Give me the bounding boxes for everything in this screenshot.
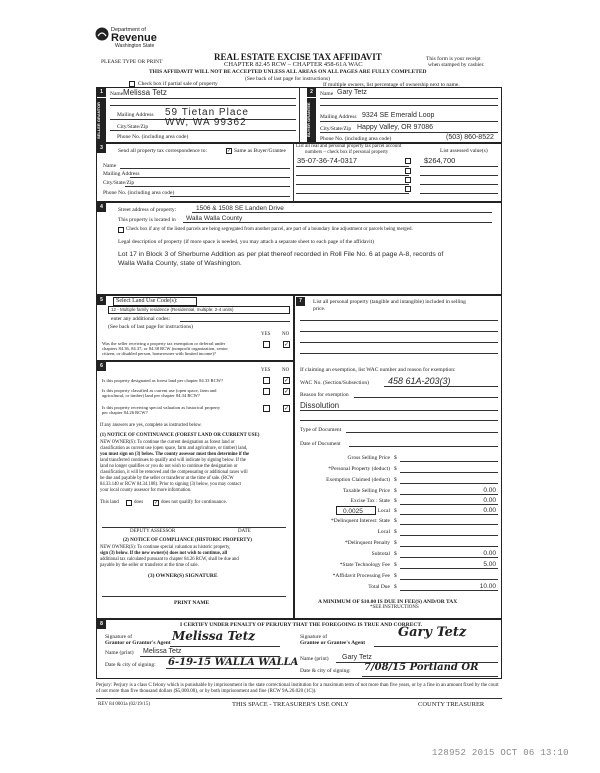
historic-line-4: payable by the seller or transferor at the time of sale.	[100, 563, 199, 568]
buyer-city-label: City/State/Zip	[320, 126, 352, 132]
s5-question-line-2: chapters 84.36, 84.37, or 84.38 RCW (nonprofit organization, senior	[102, 346, 228, 351]
grantor-sig-label-2: Grantor or Grantor's Agent	[105, 640, 171, 646]
personal-dollar: $	[394, 466, 397, 472]
tech-fee-label: *State Technology Fee	[339, 562, 390, 568]
grantor-date-city-label: Date & city of signing:	[105, 662, 156, 668]
doc-type-label: Type of Document	[300, 427, 342, 433]
section-1-number: 1	[97, 88, 106, 97]
receipt-note-2: when stamped by cashier.	[428, 62, 485, 68]
parcel-3-personal-checkbox[interactable]	[405, 177, 411, 183]
section-6-number: 6	[97, 362, 106, 371]
local-label: Local	[377, 508, 390, 514]
buyer-name-label: Name	[320, 91, 334, 97]
current-use-no-checkbox[interactable]: ✓	[284, 388, 290, 395]
grantee-printed-name[interactable]: Gary Tetz	[342, 654, 372, 661]
s5-yes-checkbox[interactable]	[263, 341, 270, 348]
historic-question-1: Is this property receiving special valuation as historical property	[102, 405, 221, 410]
s5-see-back: (See back of last page for instructions)	[108, 324, 193, 330]
historic-line-2: sign (3) below. If the new owner(s) does not wish to continue, all	[100, 551, 228, 556]
county-treasurer-label: COUNTY TREASURER	[418, 701, 485, 708]
local-rate: 0.0025	[343, 508, 363, 515]
s5-yes-header: YES	[261, 332, 271, 337]
continuance-line-3: you must sign on (3) below. The county assessor must then determine if the	[100, 452, 250, 457]
seller-mail[interactable]: 59 Tietan Place	[165, 107, 249, 118]
same-as-buyer-checkbox[interactable]: ✓	[227, 148, 232, 154]
s3-mail-label: Mailing Address	[103, 171, 140, 177]
seller-mail-label: Mailing Address	[117, 112, 154, 118]
grantee-sig-label-2: Grantee or Grantee's Agent	[300, 640, 366, 646]
forest-yes-checkbox[interactable]	[263, 377, 270, 384]
land-use-select-label: Select Land Use Code(s):	[113, 297, 197, 306]
subtotal-value[interactable]: 0.00	[483, 550, 496, 557]
see-back-note: (See back of last page for instructions)	[245, 76, 330, 82]
form-chapter: CHAPTER 82.45 RCW – CHAPTER 458-61A WAC	[224, 61, 363, 68]
this-land-label: This land	[100, 500, 119, 505]
total-due-value[interactable]: 10.00	[479, 583, 496, 590]
continuance-line-5: land no longer qualifies or you do not wish to continue the designation or	[100, 464, 238, 469]
assessed-value[interactable]: $264,700	[424, 156, 456, 165]
section-7-number: 7	[296, 297, 305, 306]
taxable-dollar: $	[394, 488, 397, 494]
send-correspondence-label: Send all property tax correspondence to:	[118, 148, 208, 154]
does-not-label: does not qualify for continuance.	[161, 500, 227, 505]
subtotal-label: Subtotal	[371, 551, 390, 557]
land-use-code: 12 - Multiple family residence (Residential, multiple: 2-4 units)	[111, 307, 234, 312]
buyer-mail-label: Mailing Address	[320, 114, 357, 120]
personal-deduct-label: *Personal Property (deduct)	[328, 466, 390, 472]
grantor-sig-label-1: Signature of	[105, 634, 133, 640]
seller-phone-label: Phone No. (including area code)	[117, 134, 189, 140]
minimum-due-note: A MINIMUM OF $10.00 IS DUE IN FEE(S) AND/OR TAX	[318, 599, 458, 605]
legal-description-line-2[interactable]: Walla Walla County, state of Washington.	[118, 260, 242, 267]
section-2-number: 2	[307, 88, 316, 97]
s5-no-header: NO	[282, 332, 290, 337]
legal-description-line-1[interactable]: Lot 17 in Block 3 of Sherburne Addition as per plat thereof recorded in Roll File No. 6 at page A-8, records of	[118, 251, 444, 258]
personal-property-line-1: List all personal property (tangible and intangible) included in selling	[313, 299, 466, 305]
current-use-question-2: agricultural, or timber) land per chapter 84.34 RCW?	[102, 393, 200, 398]
wac-number[interactable]: 458 61A-203(3)	[388, 376, 451, 386]
local-dollar: $	[394, 508, 397, 514]
section-5-number: 5	[97, 296, 106, 305]
agency-dept: Department of	[111, 27, 146, 33]
historic-no-checkbox[interactable]: ✓	[284, 405, 290, 412]
street-address[interactable]: 1506 & 1508 SE Landen Drive	[196, 205, 284, 212]
section-4-number: 4	[97, 203, 106, 212]
assessed-header: List assessed value(s)	[440, 148, 488, 154]
department-logo-icon	[95, 27, 109, 41]
recording-stamp: 128952 2015 OCT 06 13:10	[432, 748, 569, 758]
street-label: Street address of property:	[118, 207, 177, 213]
form-title: REAL ESTATE EXCISE TAX AFFIDAVIT	[214, 52, 382, 62]
legal-description-label: Legal description of property (if more space is needed, you may attach a separate sheet to each page of the affidavit)	[118, 239, 374, 245]
continuance-line-2: classification as current use (open space, farm and agriculture, or timber) land,	[100, 446, 248, 451]
print-name-label: PRINT NAME	[174, 600, 210, 606]
historic-line-3: additional tax calculated pursuant to chapter 84.26 RCW, shall be due and	[100, 557, 239, 562]
located-in-label: This property is located in	[118, 217, 176, 223]
grantor-signature[interactable]: Melissa Tetz	[172, 629, 256, 643]
exemption-dollar: $	[394, 477, 397, 483]
grantee-signature[interactable]: Gary Tetz	[398, 625, 467, 640]
exemption-claimed-label: Exemption Claimed (deduct)	[326, 477, 390, 483]
s3-city-label: City/State/Zip	[103, 180, 135, 186]
continuance-line-6: classification, it will be removed and the compensating or additional taxes will	[100, 470, 248, 475]
grantee-date-city[interactable]: 7/08/15 Portland OR	[364, 662, 479, 673]
receipt-note-1: This form is your receipt	[426, 56, 481, 62]
affidavit-fee-label: *Affidavit Processing Fee	[332, 573, 390, 579]
land-use-code-field[interactable]	[108, 306, 290, 314]
total-dollar: $	[394, 584, 397, 590]
delinquent-penalty-label: *Delinquent Penalty	[344, 540, 390, 546]
land-does-not-checkbox[interactable]: ✓	[154, 500, 159, 506]
parcel-header-1: List all real and personal property tax parcel account	[296, 144, 402, 149]
grantor-date-city[interactable]: 6-19-15 WALLA WALLA	[168, 657, 299, 668]
continuance-line-8: 84.33.140 or RCW 84.34.108). Prior to signing (3) below, you may contact	[100, 482, 241, 487]
parcel-4-personal-checkbox[interactable]	[405, 186, 411, 192]
s6-yes-header: YES	[261, 368, 271, 373]
s5-question-line-3: citizen, or disabled person, homeowner with limited income)?	[102, 351, 216, 356]
continuance-line-9: your local county assessor for more information.	[100, 488, 192, 493]
agency-name: Revenue	[111, 32, 157, 44]
form-warning: THIS AFFIDAVIT WILL NOT BE ACCEPTED UNLESS ALL AREAS ON ALL PAGES ARE FULLY COMPLETED	[149, 69, 427, 75]
delinquent-interest-label: *Delinquent Interest: State	[331, 518, 390, 524]
please-type: PLEASE TYPE OR PRINT	[101, 59, 163, 65]
grantor-name-print-label: Name (print)	[105, 650, 134, 656]
treasurer-space-label: THIS SPACE - TREASURER'S USE ONLY	[232, 701, 349, 708]
affidavit-fee-dollar: $	[394, 573, 397, 579]
buyer-city[interactable]: Happy Valley, OR 97086	[357, 124, 434, 131]
exemption-reason[interactable]: Dissolution	[300, 401, 340, 410]
s3-phone-label: Phone No. (including area code)	[103, 190, 175, 196]
wac-label: WAC No. (Section/Subsection)	[300, 380, 369, 386]
if-yes-note: If any answers are yes, complete as instructed below.	[100, 423, 202, 428]
total-due-label: Total Due	[368, 584, 390, 590]
section-4-box	[96, 202, 502, 295]
taxable-price-label: Taxable Selling Price	[343, 488, 390, 494]
tech-fee-dollar: $	[394, 562, 397, 568]
additional-codes-label: enter any additional codes:	[111, 316, 171, 322]
buyer-phone[interactable]: (503) 860-8522	[446, 134, 494, 141]
excise-state-dollar: $	[394, 498, 397, 504]
grantee-date-city-label: Date & city of signing:	[300, 668, 351, 674]
subtotal-dollar: $	[394, 551, 397, 557]
current-use-yes-checkbox[interactable]	[263, 388, 270, 395]
s3-name-label: Name	[103, 163, 117, 169]
see-instructions-note: *SEE INSTRUCTIONS	[370, 605, 419, 610]
current-use-question-1: Is this property classified as current use (open space, farm and	[102, 388, 217, 393]
grantee-sig-label-1: Signature of	[300, 634, 328, 640]
doc-date-label: Date of Document	[300, 441, 341, 447]
buyer-name[interactable]: Gary Tetz	[337, 89, 367, 96]
agency-state: Washington State	[115, 43, 155, 49]
parcel-header-2: numbers – check box if personal property	[305, 150, 389, 155]
forest-no-checkbox[interactable]: ✓	[284, 377, 290, 384]
deputy-date-label: DATE	[238, 529, 251, 534]
s5-no-checkbox[interactable]: ✓	[284, 341, 290, 348]
seller-name[interactable]: Melissa Tetz	[123, 88, 167, 97]
s5-question-line-1: Was the seller receiving a property tax exemption or deferral under	[102, 341, 226, 346]
gross-dollar: $	[394, 455, 397, 461]
interest-dollar: $	[394, 518, 397, 524]
buyer-side-label: BUYER GRANTEE	[307, 98, 316, 142]
personal-property-line-2: price.	[313, 306, 326, 312]
historic-question-2: per chapter 84.26 RCW?	[102, 410, 148, 415]
interest-local-label: Local	[377, 529, 390, 535]
grantee-name-print-label: Name (print)	[300, 656, 329, 662]
interest-local-dollar: $	[394, 529, 397, 535]
segregated-label: Check box if any of the listed parcels are being segregated from another parcel, are part of a boundary line adjustment or parcels being merged.	[126, 227, 413, 232]
owner-signature-label: (3) OWNER(S) SIGNATURE	[148, 573, 218, 579]
exemption-label: If claiming an exemption, list WAC number and reason for exemption:	[300, 367, 456, 373]
grantor-printed-name[interactable]: Melissa Tetz	[143, 648, 182, 655]
forest-land-question: Is this property designated as forest land per chapter 84.33 RCW?	[102, 378, 224, 383]
excise-state-label: Excise Tax : State	[350, 498, 390, 504]
seller-city[interactable]: WW, WA 99362	[165, 117, 247, 128]
tech-fee-value[interactable]: 5.00	[483, 561, 496, 568]
seller-name-label: Name	[110, 91, 124, 97]
section-3-number: 3	[97, 144, 106, 153]
does-label: does	[134, 500, 144, 505]
s6-no-header: NO	[282, 368, 290, 373]
continuance-title: (1) NOTICE OF CONTINUANCE (FOREST LAND OR CURRENT USE)	[100, 433, 260, 438]
partial-sale-label: Check box if partial sale of property	[138, 81, 218, 87]
continuance-line-1: NEW OWNER(S): To continue the current designation as forest land or	[100, 440, 235, 445]
seller-side-label: SELLER GRANTOR	[97, 98, 106, 142]
continuance-line-7: be due and payable by the seller or transferor at the time of sale. (RCW	[100, 476, 234, 481]
deputy-assessor-label: DEPUTY ASSESSOR	[130, 529, 176, 534]
land-does-checkbox[interactable]	[126, 500, 132, 506]
buyer-phone-label: Phone No. (including area code)	[320, 136, 392, 142]
historic-title: (2) NOTICE OF COMPLIANCE (HISTORIC PROPERTY)	[123, 538, 252, 543]
same-as-buyer-label: Same as Buyer/Grantee	[234, 148, 286, 154]
parcel-number[interactable]: 35-07-36-74-0317	[297, 156, 358, 165]
segregated-checkbox[interactable]	[118, 227, 124, 233]
reason-label: Reason for exemption	[300, 392, 349, 398]
county-name[interactable]: Walla Walla County	[186, 215, 243, 222]
historic-yes-checkbox[interactable]	[263, 405, 270, 412]
buyer-mail[interactable]: 9324 SE Emerald Loop	[362, 112, 435, 119]
section-8-number: 8	[97, 620, 106, 629]
perjury-notice: Perjury: Perjury is a class C felony which is punishable by imprisonment in the state correctional institution for a maximum term of not more than five years, or by a fine in an amount fixed by the court of not more than five thousand dollars ($5,000.00), or by both imprisonment and fine (RCW 9A.20.020 (1C)).	[96, 683, 499, 695]
certify-statement: I CERTIFY UNDER PENALTY OF PERJURY THAT THE FOREGOING IS TRUE AND CORRECT.	[180, 622, 423, 628]
multiple-owners-note: If multiple owners, list percentage of ownership next to name.	[323, 82, 460, 88]
taxable-price-value[interactable]: 0.00	[483, 487, 496, 494]
parcel-2-personal-checkbox[interactable]	[405, 168, 411, 174]
seller-city-label: City/State/Zip	[117, 124, 149, 130]
local-value[interactable]: 0.00	[483, 507, 496, 514]
parcel-1-personal-checkbox[interactable]	[405, 158, 411, 164]
penalty-dollar: $	[394, 540, 397, 546]
gross-price-label: Gross Selling Price	[347, 455, 390, 461]
continuance-line-4: land transferred continues to qualify and will indicate by signing below. If the	[100, 458, 246, 463]
historic-line-1: NEW OWNER(S): To continue special valuation as historic property,	[100, 545, 231, 550]
form-revision: REV 84 0001a (02/19/15)	[98, 702, 150, 707]
excise-state-value[interactable]: 0.00	[483, 497, 496, 504]
